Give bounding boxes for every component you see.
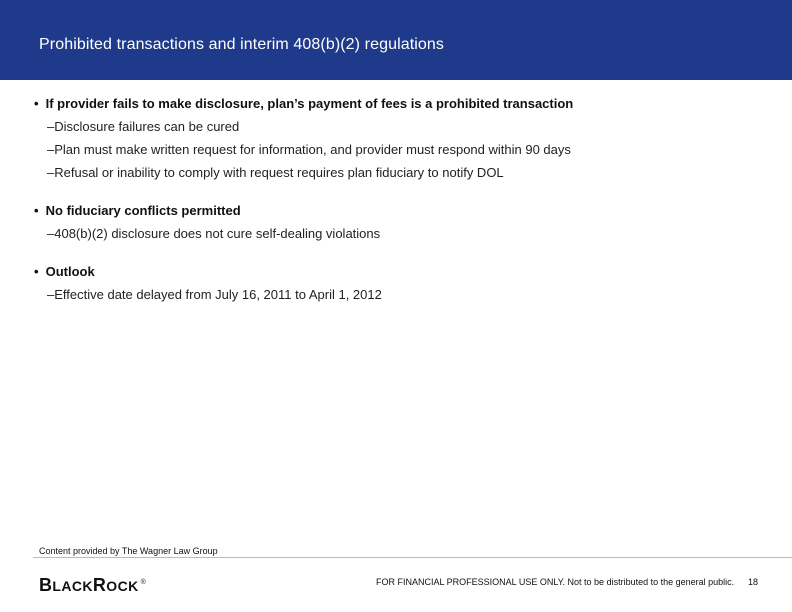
sub-item xyxy=(47,119,774,135)
disclaimer-text: FOR FINANCIAL PROFESSIONAL USE ONLY. Not to be distributed to the general public. xyxy=(376,577,735,587)
slide-header xyxy=(0,0,792,80)
sub-text: Refusal or inability to comply with request requires plan fiduciary to notify DOL xyxy=(54,165,504,180)
blackrock-logo xyxy=(39,575,146,596)
page-number: 18 xyxy=(748,577,759,587)
logo-letter-r: R xyxy=(92,575,107,595)
dash-icon: – xyxy=(47,287,55,302)
sub-text: Disclosure failures can be cured xyxy=(54,119,240,134)
sub-text: Effective date delayed from July 16, 2011 to April 1, 2012 xyxy=(54,287,382,302)
dash-icon: – xyxy=(47,165,55,180)
registered-mark-icon: ® xyxy=(140,579,147,586)
dash-icon: – xyxy=(47,142,55,157)
content-credit: Content provided by The Wagner Law Group xyxy=(39,546,218,556)
section-outlook xyxy=(34,264,774,303)
logo-letters-lack: LACK xyxy=(52,578,93,594)
dash-icon: – xyxy=(47,226,55,241)
bullet-text: If provider fails to make disclosure, plan’s payment of fees is a prohibited transaction xyxy=(45,96,574,111)
bullet-text: No fiduciary conflicts permitted xyxy=(45,203,241,218)
sub-item xyxy=(47,142,774,158)
bullet-dot-icon: • xyxy=(34,203,39,218)
bullet-text: Outlook xyxy=(45,264,95,279)
section-fiduciary-conflicts xyxy=(34,203,774,242)
sub-item xyxy=(47,165,774,181)
bullet-item xyxy=(34,96,774,112)
logo-letters-ock: OCK xyxy=(106,578,139,594)
footer-divider xyxy=(33,557,792,558)
bullet-item xyxy=(34,264,774,280)
bullet-item xyxy=(34,203,774,219)
dash-icon: – xyxy=(47,119,55,134)
sub-item xyxy=(47,287,774,303)
bullet-dot-icon: • xyxy=(34,264,39,279)
section-prohibited-transaction xyxy=(34,96,774,181)
sub-item xyxy=(47,226,774,242)
sub-text: Plan must make written request for information, and provider must respond within 90 days xyxy=(54,142,571,157)
logo-letter-b: B xyxy=(39,575,53,595)
slide-body xyxy=(34,96,774,325)
bullet-dot-icon: • xyxy=(34,96,39,111)
slide-title: Prohibited transactions and interim 408(b)(2) regulations xyxy=(39,36,445,53)
sub-text: 408(b)(2) disclosure does not cure self-dealing violations xyxy=(54,226,381,241)
